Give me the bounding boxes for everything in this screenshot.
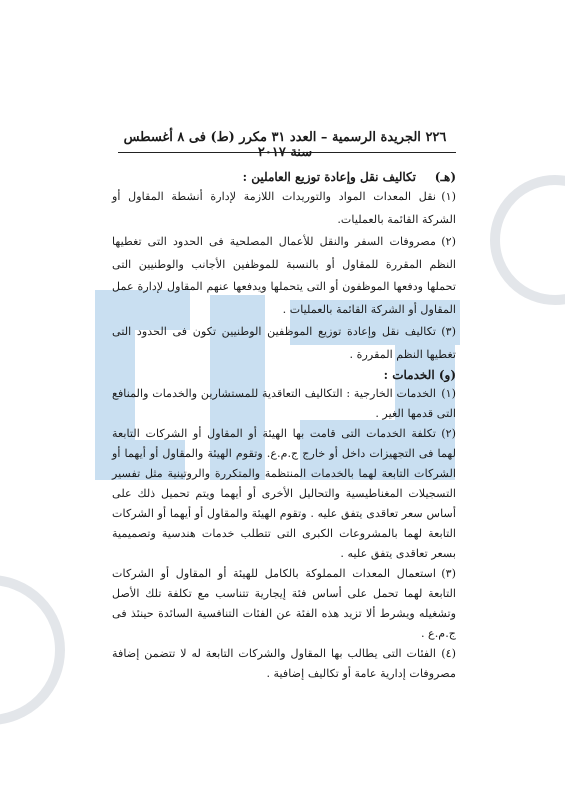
list-item: (٣)تكاليف نقل وإعادة توزيع الموظفين الوطنيين تكون فى الحدود التى تغطيها النظم المقررة . xyxy=(112,325,456,361)
list-item: (٤)الفئات التى يطالب بها المقاول والشركات التابعة له لا تتضمن إضافة مصروفات إدارية عامة أو تكاليف إضافية . xyxy=(112,647,456,680)
section-title: الخدمات : xyxy=(383,368,435,382)
list-item: (٢)مصروفات السفر والنقل للأعمال المصلحية فى الحدود التى تغطيها النظم المقررة للمقاول أو بالنسبة للموظفين الأجانب والوطنيين التى تحملها ودفعها الموظفون أو التى يتحملها ويدفعها عنهم المقاول لإدارة عمل المقاول أو الشركة القائمة بالعمليات . xyxy=(112,235,456,316)
list-item: (١)نقل المعدات المواد والتوريدات اللازمة لإدارة أنشطة المقاول أو الشركة القائمة بالعمليات. xyxy=(112,190,456,226)
header-rule xyxy=(118,152,456,153)
section-title: تكاليف نقل وإعادة توزيع العاملين : xyxy=(242,170,416,184)
gazette-header: ٢٢٦ الجريدة الرسمية – العدد ٣١ مكرر (ط) فى ٨ أغسطس سنة ٢٠١٧ xyxy=(123,130,447,160)
section-heading-services xyxy=(112,366,456,384)
list-item: (٣)استعمال المعدات المملوكة بالكامل للهيئة أو المقاول أو الشركات التابعة لهما تحمل على أساس فئة إيجارية تتناسب مع تكلفة تلك الأصل وتشغيله ويشرط ألا تزيد هذه الفئة عن الفئات التنافسية السائدة حينئذ فى ج.م.ع . xyxy=(112,567,456,640)
section-marker: (هـ) xyxy=(434,170,456,184)
list-item: (٢)تكلفة الخدمات التى قامت بها الهيئة أو المقاول أو الشركات التابعة لهما فى التجهيزات داخل أو خارج ج.م.ع. وتقوم الهيئة والمقاول أو أيهما أو الشركات التابعة لهما بالخدمات المنتظمة والمتكررة والروتينية مثل تفسير التسجيلات المغناطيسية والتحاليل الأخرى أو أيهما ويتم تحميل ذلك على أساس سعر تعاقدى يتفق عليه . وتقوم الهيئة والمقاول أو أيهما أو الشركات التابعة لهما بالمشروعات الكبرى التى تتطلب خدمات هندسية وتصميمية بسعر تعاقدى يتفق عليه . xyxy=(112,427,456,560)
section-marker: (و) xyxy=(438,368,456,382)
list-item: (١)الخدمات الخارجية : التكاليف التعاقدية للمستشارين والخدمات والمنافع التى قدمها الغير . xyxy=(112,387,456,420)
section-heading-transport xyxy=(112,168,456,186)
document-body xyxy=(112,168,456,684)
